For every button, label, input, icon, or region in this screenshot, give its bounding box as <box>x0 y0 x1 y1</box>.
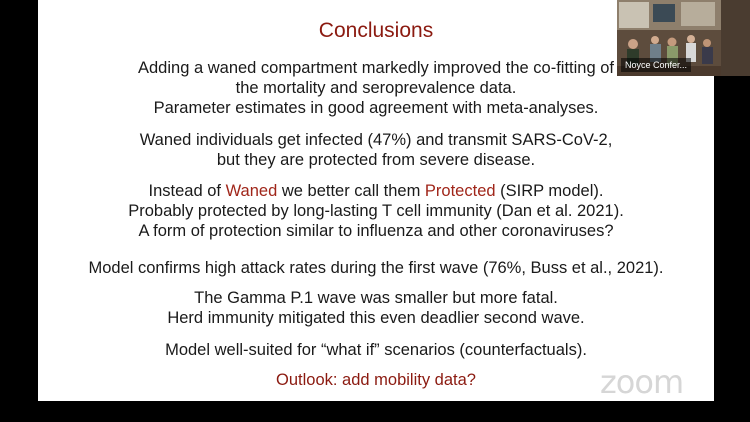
conclusion-paragraph-4 <box>38 258 714 278</box>
text-line: Adding a waned compartment markedly improved the co-fitting of <box>138 59 614 77</box>
conclusion-paragraph-3 <box>38 181 714 241</box>
text-line: Parameter estimates in good agreement with meta-analyses. <box>153 99 599 117</box>
conclusion-paragraph-1 <box>38 58 714 118</box>
text-line: A form of protection similar to influenza and other coronaviruses? <box>138 222 614 240</box>
conclusion-paragraph-6 <box>38 340 714 360</box>
highlight-waned: Waned <box>225 182 278 200</box>
text-line <box>38 181 714 201</box>
text-segment: (SIRP model). <box>495 182 604 200</box>
participant-name-label: Noyce Confer... <box>621 58 691 72</box>
text-line: The Gamma P.1 wave was smaller but more fatal. <box>194 289 558 307</box>
text-line: Herd immunity mitigated this even deadlier second wave. <box>167 309 585 327</box>
text-line: Waned individuals get infected (47%) and transmit SARS-CoV-2, <box>139 131 613 149</box>
presentation-slide <box>38 0 714 401</box>
text-line: but they are protected from severe disease. <box>216 151 536 169</box>
participant-video-tile[interactable] <box>617 0 750 76</box>
text-line: Model confirms high attack rates during the first wave (76%, Buss et al., 2021). <box>88 259 664 277</box>
zoom-watermark: zoom <box>600 363 684 401</box>
text-line: Probably protected by long-lasting T cell immunity (Dan et al. 2021). <box>128 202 624 220</box>
text-line: the mortality and seroprevalence data. <box>235 79 517 97</box>
text-segment: Instead of <box>148 182 226 200</box>
highlight-protected: Protected <box>424 182 496 200</box>
slide-title: Conclusions <box>318 19 434 42</box>
text-line: Model well-suited for “what if” scenarios (counterfactuals). <box>165 341 587 359</box>
conclusion-paragraph-5 <box>38 288 714 328</box>
conclusion-paragraph-2 <box>38 130 714 170</box>
text-segment: we better call them <box>277 182 425 200</box>
outlook-text: Outlook: add mobility data? <box>276 371 476 389</box>
